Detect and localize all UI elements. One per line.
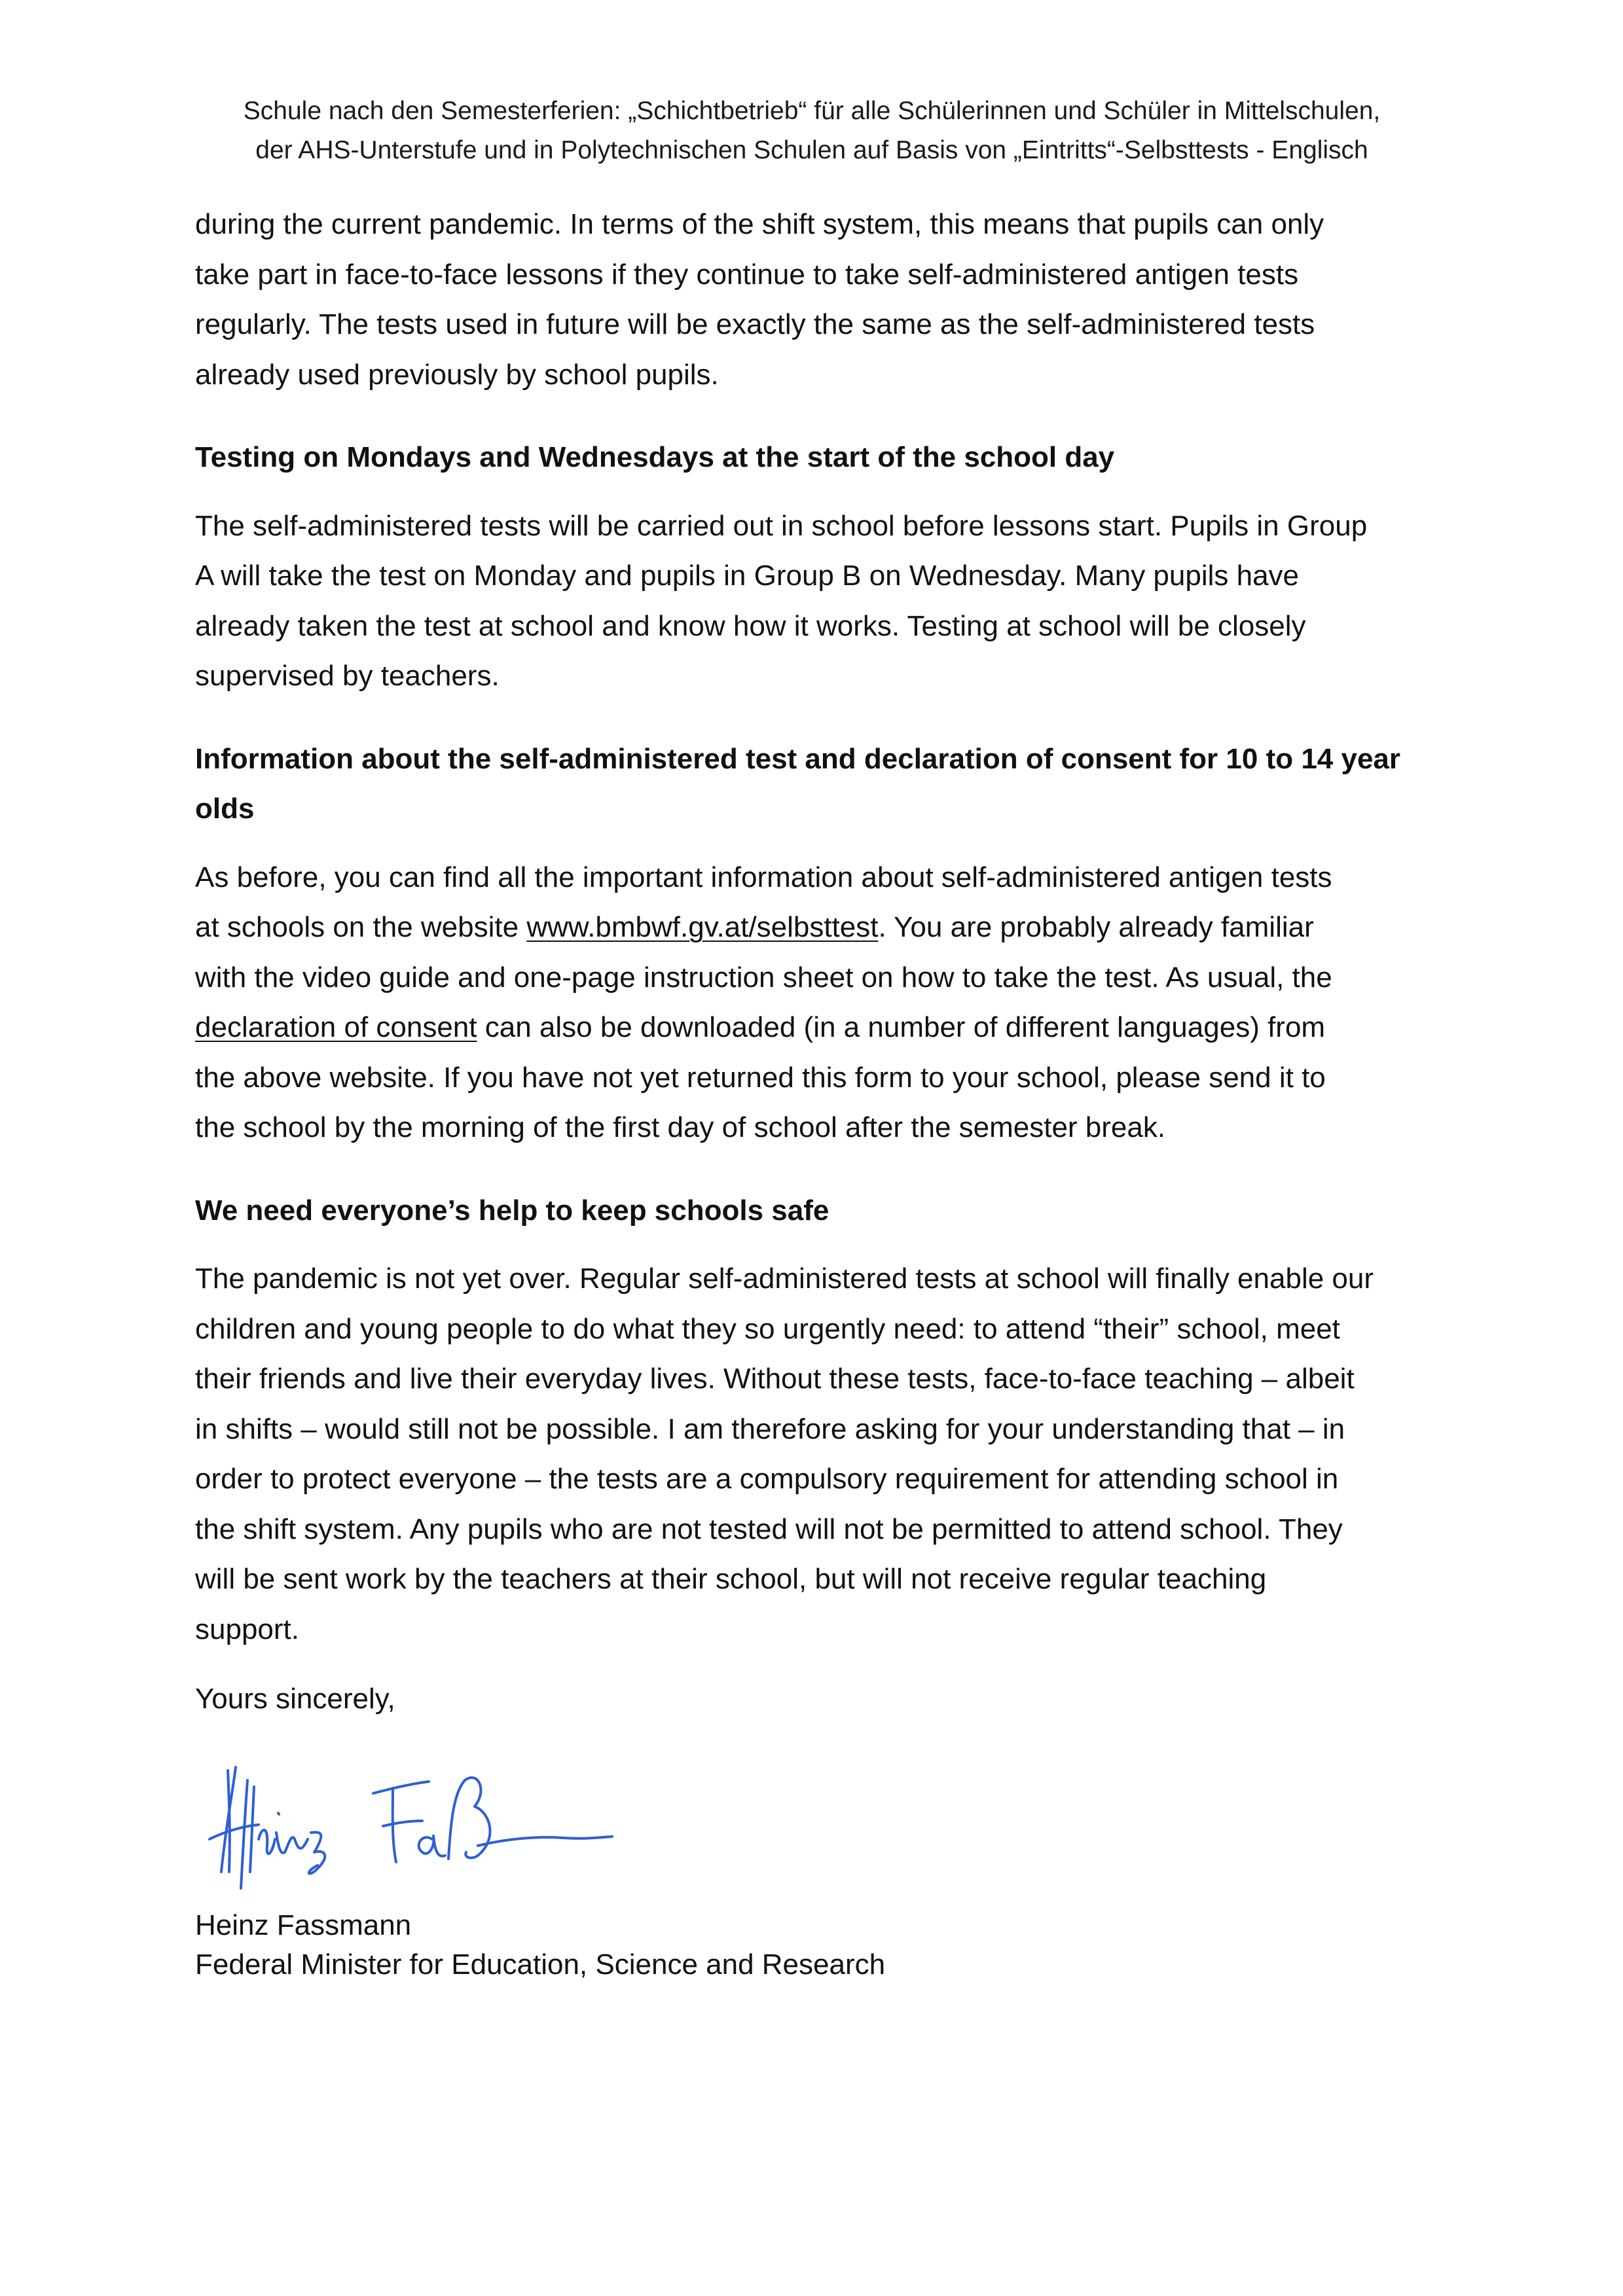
header-line-2: der AHS-Unterstufe und in Polytechnischen Schulen auf Basis von „Eintritts“-Selbsttests - Englisch (255, 136, 1368, 164)
declaration-of-consent-link[interactable]: declaration of consent (195, 1011, 477, 1043)
website-link[interactable]: www.bmbwf.gv.at/selbsttest (526, 911, 879, 943)
info-text: . You are probably already familiar (878, 911, 1314, 943)
signatory-block (195, 1906, 885, 1984)
testing-line: already taken the test at school and know how it works. Testing at school will be closely (195, 609, 1306, 642)
intro-line: during the current pandemic. In terms of the shift system, this means that pupils can only (195, 208, 1324, 240)
help-line: their friends and live their everyday lives. Without these tests, face-to-face teaching – albeit (195, 1363, 1355, 1395)
help-line: the shift system. Any pupils who are not tested will not be permitted to attend school. They (195, 1513, 1343, 1545)
intro-line: already used previously by school pupils. (195, 358, 719, 391)
help-line: support. (195, 1613, 299, 1645)
info-line (195, 1003, 1439, 1053)
header-line-1: Schule nach den Semesterferien: „Schichtbetrieb“ für alle Schülerinnen und Schüler in Mittelschulen, (243, 97, 1381, 125)
help-line: children and young people to do what they so urgently need: to attend “their” school, meet (195, 1312, 1340, 1345)
info-line: the school by the morning of the first day of school after the semester break. (195, 1111, 1166, 1143)
testing-heading: Testing on Mondays and Wednesdays at the start of the school day (195, 441, 1115, 473)
info-paragraph (195, 853, 1439, 1153)
signatory-title: Federal Minister for Education, Science and Research (195, 1948, 886, 1981)
intro-line: regularly. The tests used in future will be exactly the same as the self-administered tests (195, 308, 1315, 340)
info-line: As before, you can find all the important information about self-administered antigen tests (195, 861, 1332, 893)
letter-body (195, 200, 1439, 1725)
help-heading: We need everyone’s help to keep schools safe (195, 1194, 830, 1227)
info-text: at schools on the website (195, 911, 527, 943)
help-line: in shifts – would still not be possible. I am therefore asking for your understanding that – in (195, 1412, 1345, 1445)
page-header (164, 92, 1460, 170)
testing-line: supervised by teachers. (195, 660, 500, 692)
info-line (195, 903, 1439, 953)
testing-line: A will take the test on Monday and pupils in Group B on Wednesday. Many pupils have (195, 560, 1300, 592)
testing-line: The self-administered tests will be carried out in school before lessons start. Pupils in Group (195, 509, 1368, 542)
intro-paragraph (195, 200, 1439, 400)
info-line: the above website. If you have not yet returned this form to your school, please send it to (195, 1061, 1326, 1094)
info-heading-line: olds (195, 793, 255, 825)
info-line: with the video guide and one-page instruction sheet on how to take the test. As usual, the (195, 961, 1332, 994)
salutation: Yours sincerely, (195, 1683, 395, 1715)
help-paragraph (195, 1254, 1439, 1655)
help-line: The pandemic is not yet over. Regular self-administered tests at school will finally enable our (195, 1263, 1374, 1295)
info-text: can also be downloaded (in a number of different languages) from (477, 1011, 1326, 1043)
help-line: will be sent work by the teachers at their school, but will not receive regular teaching (195, 1563, 1267, 1595)
signature-icon (196, 1741, 629, 1898)
signatory-name: Heinz Fassmann (195, 1909, 412, 1941)
info-heading (195, 734, 1439, 834)
testing-paragraph (195, 501, 1439, 702)
help-line: order to protect everyone – the tests are a compulsory requirement for attending school in (195, 1463, 1339, 1495)
intro-line: take part in face-to-face lessons if they continue to take self-administered antigen tests (195, 258, 1299, 291)
info-heading-line: Information about the self-administered test and declaration of consent for 10 to 14 year (195, 742, 1401, 775)
